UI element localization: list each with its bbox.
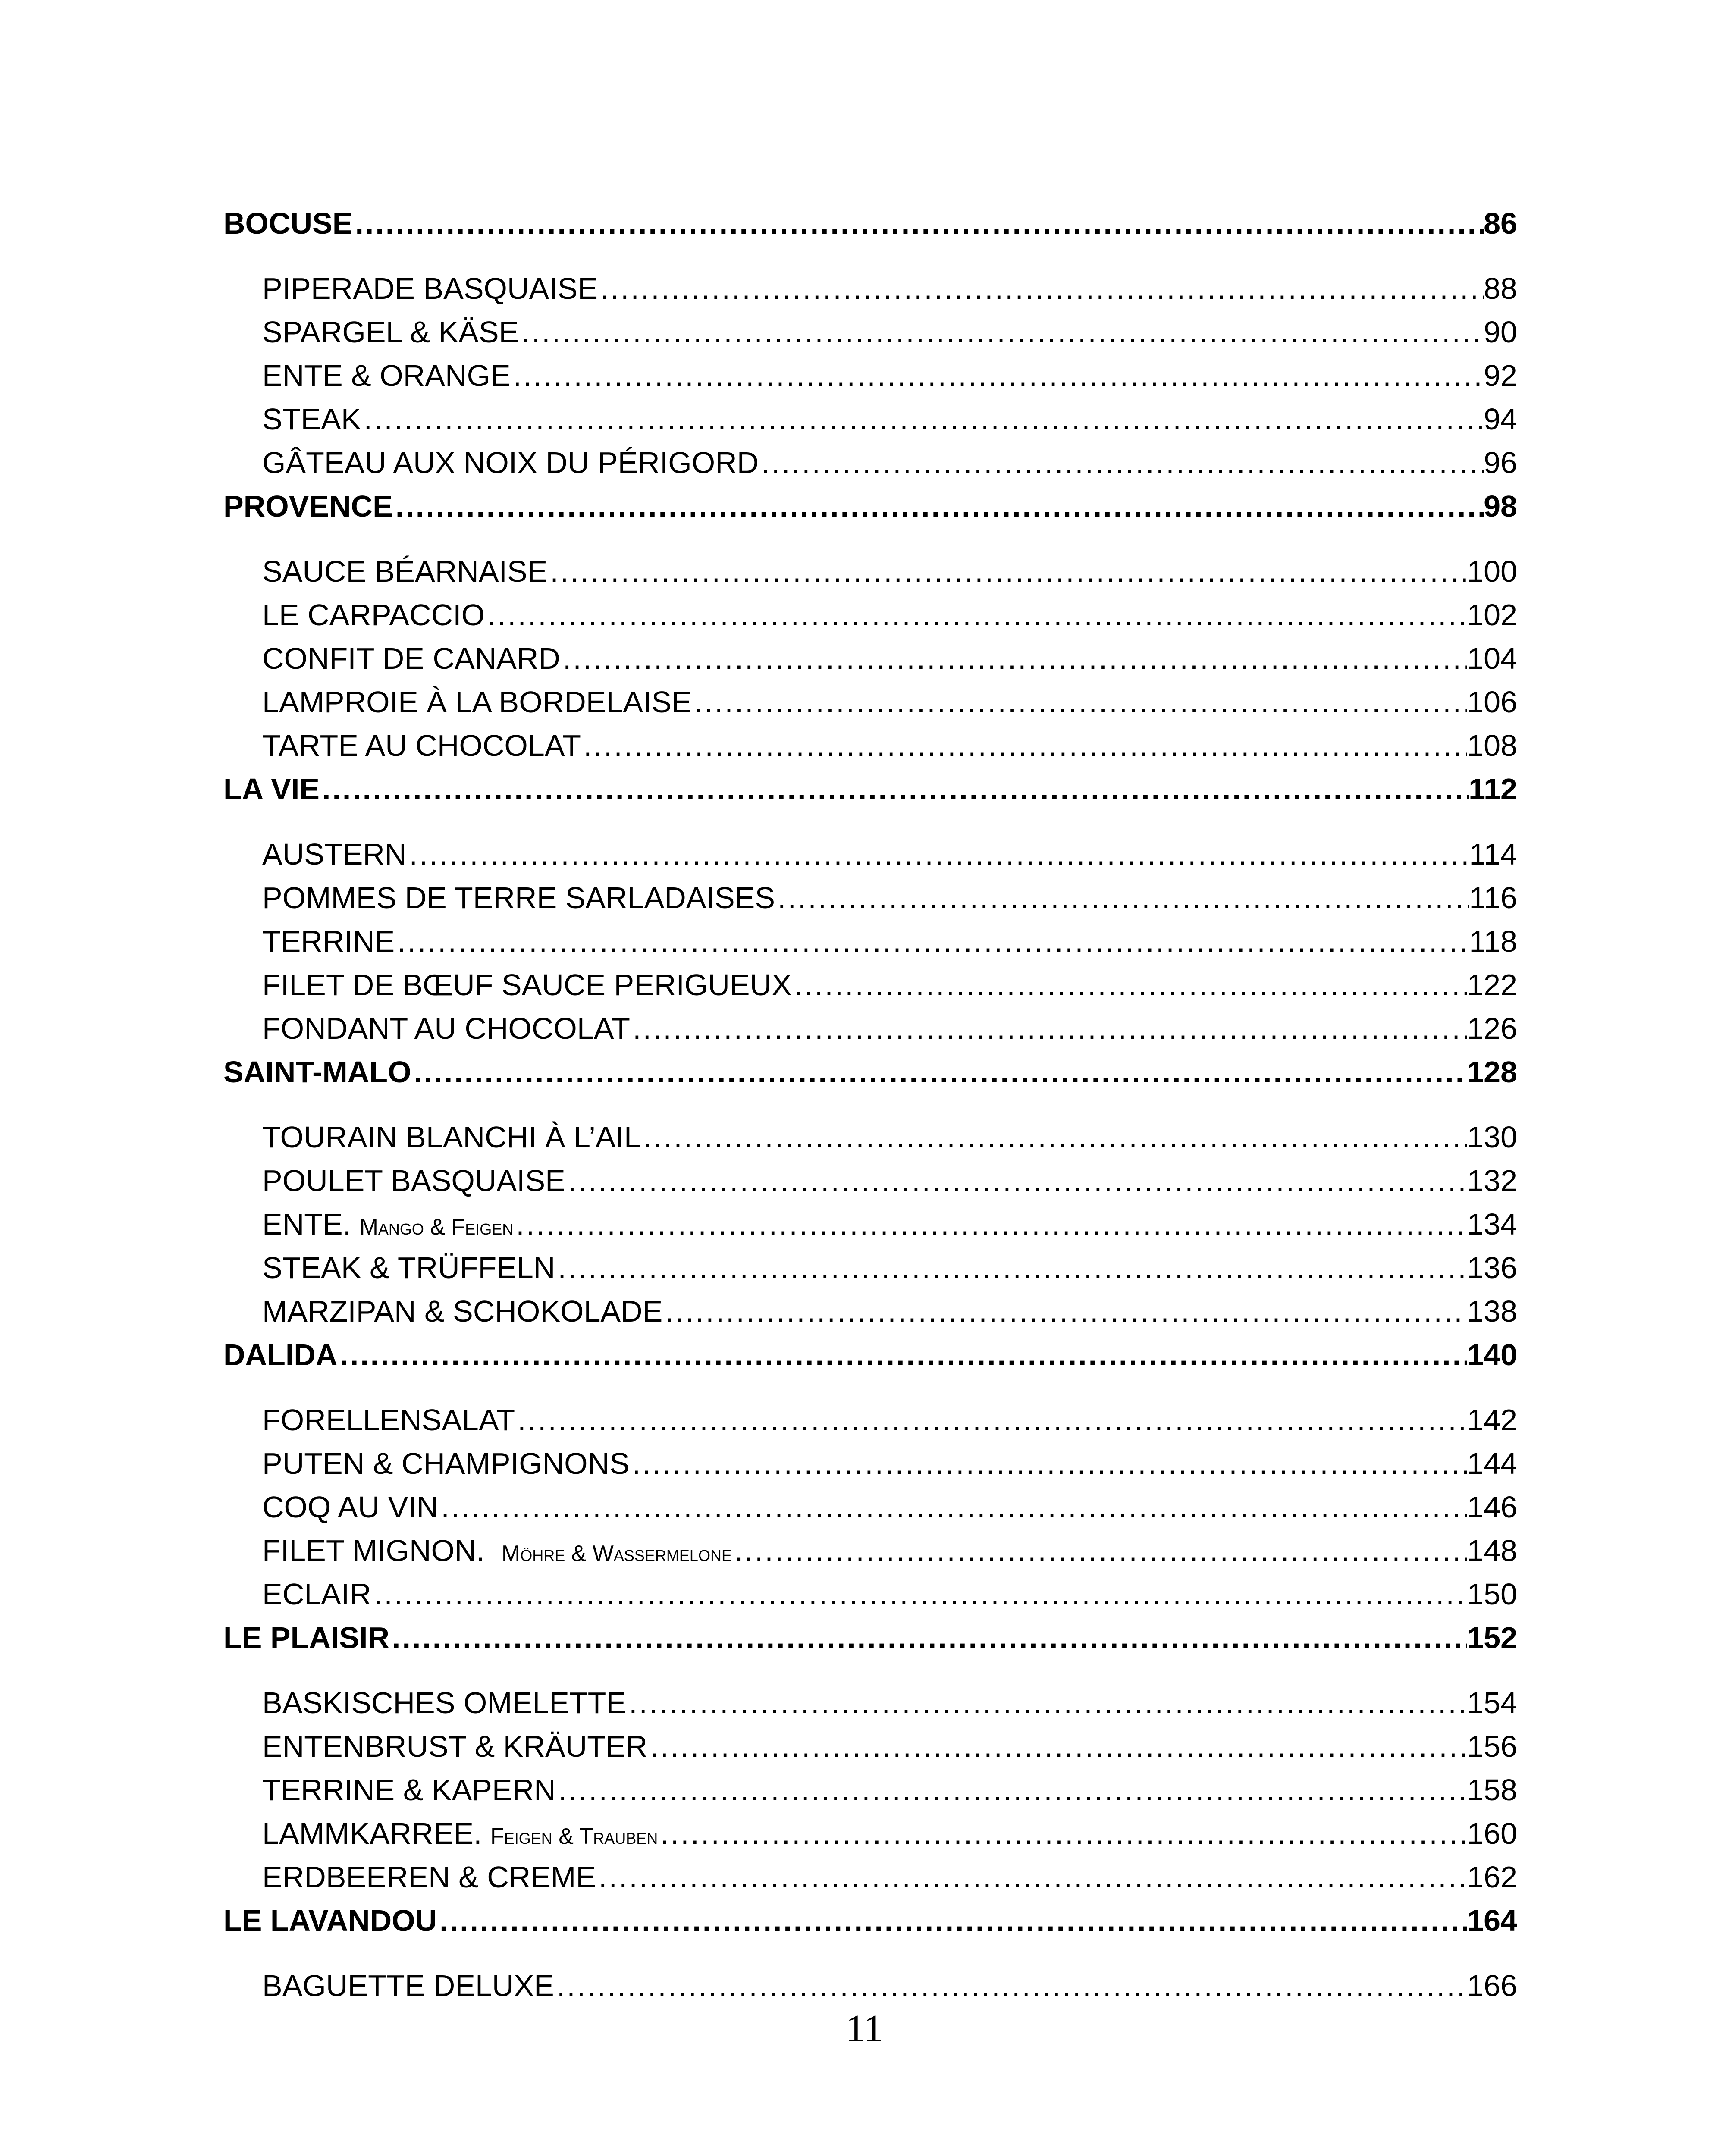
toc-entry-row[interactable] xyxy=(223,550,1517,593)
toc-entry-row[interactable] xyxy=(223,593,1517,637)
entry-page-number: 92 xyxy=(1484,359,1517,392)
chapter-title: DALIDA xyxy=(223,1338,338,1372)
dot-leader xyxy=(513,1203,1467,1246)
entry-title: ECLAIR xyxy=(262,1577,371,1611)
chapter-page-number: 98 xyxy=(1484,489,1517,523)
toc-entry-row[interactable] xyxy=(223,1812,1517,1855)
toc-section xyxy=(223,202,1517,485)
dot-leader xyxy=(411,1050,1467,1094)
dot-leader xyxy=(406,833,1469,876)
entry-page-number: 104 xyxy=(1467,642,1517,675)
toc-section xyxy=(223,1616,1517,1899)
entry-page-number: 162 xyxy=(1467,1860,1517,1894)
entry-title: PUTEN & CHAMPIGNONS xyxy=(262,1447,630,1480)
entry-page-number: 96 xyxy=(1484,446,1517,479)
toc-entry-row[interactable] xyxy=(223,1159,1517,1203)
chapter-title: LA VIE xyxy=(223,772,320,806)
entry-title: STEAK xyxy=(262,402,361,436)
toc-chapter-row[interactable] xyxy=(223,1333,1517,1377)
toc-chapter-row[interactable] xyxy=(223,485,1517,528)
dot-leader xyxy=(560,637,1467,680)
entry-title: ERDBEEREN & CREME xyxy=(262,1860,596,1894)
toc-entry-row[interactable] xyxy=(223,310,1517,354)
entry-title xyxy=(262,1203,513,1249)
dot-leader xyxy=(581,724,1467,768)
toc-section xyxy=(223,1899,1517,2008)
chapter-page-number: 152 xyxy=(1467,1621,1517,1655)
toc-entry-row[interactable] xyxy=(223,267,1517,310)
entry-title xyxy=(262,1812,658,1858)
dot-leader xyxy=(547,550,1467,593)
entry-page-number: 118 xyxy=(1469,924,1517,958)
entry-title: AUSTERN xyxy=(262,837,407,871)
entry-page-number: 154 xyxy=(1467,1686,1517,1720)
toc-entry-row[interactable] xyxy=(223,963,1517,1007)
dot-leader xyxy=(515,1398,1467,1442)
toc-entry-row[interactable] xyxy=(223,1116,1517,1159)
entry-page-number: 116 xyxy=(1469,881,1517,915)
entry-page-number: 126 xyxy=(1467,1012,1517,1045)
page-number: 11 xyxy=(846,2007,883,2050)
entry-page-number: 100 xyxy=(1467,555,1517,588)
dot-leader xyxy=(337,1333,1467,1377)
entry-title: ENTENBRUST & KRÄUTER xyxy=(262,1730,648,1763)
dot-leader xyxy=(556,1768,1467,1812)
entry-page-number: 108 xyxy=(1467,729,1517,762)
chapter-page-number: 164 xyxy=(1467,1904,1517,1937)
entry-title: COQ AU VIN xyxy=(262,1490,439,1524)
entry-title: MARZIPAN & SCHOKOLADE xyxy=(262,1294,663,1328)
entry-page-number: 156 xyxy=(1467,1730,1517,1763)
entry-title: TERRINE & KAPERN xyxy=(262,1773,556,1807)
entry-title: PIPERADE BASQUAISE xyxy=(262,272,598,305)
toc-entry-row[interactable] xyxy=(223,833,1517,876)
entry-page-number: 146 xyxy=(1467,1490,1517,1524)
dot-leader xyxy=(641,1116,1467,1159)
entry-page-number: 88 xyxy=(1484,272,1517,305)
toc-entry-row[interactable] xyxy=(223,441,1517,485)
entry-title: LE CARPACCIO xyxy=(262,598,485,632)
entry-title: GÂTEAU AUX NOIX DU PÉRIGORD xyxy=(262,446,759,479)
dot-leader xyxy=(658,1812,1467,1855)
entry-title: STEAK & TRÜFFELN xyxy=(262,1251,555,1285)
dot-leader xyxy=(437,1899,1467,1943)
dot-leader xyxy=(371,1573,1467,1616)
toc-entry-row[interactable] xyxy=(223,1681,1517,1725)
chapter-page-number: 86 xyxy=(1484,207,1517,240)
entry-title: LAMPROIE À LA BORDELAISE xyxy=(262,685,692,719)
entry-page-number: 158 xyxy=(1467,1773,1517,1807)
toc-entry-row[interactable] xyxy=(223,1007,1517,1050)
dot-leader xyxy=(361,398,1484,441)
chapter-title: PROVENCE xyxy=(223,489,393,523)
toc-entry-row[interactable] xyxy=(223,1485,1517,1529)
dot-leader xyxy=(775,876,1469,920)
dot-leader xyxy=(554,1964,1467,2008)
toc-chapter-row[interactable] xyxy=(223,1616,1517,1660)
entry-title-small-caps: Feigen & Trauben xyxy=(490,1824,658,1849)
toc-entry-row[interactable] xyxy=(223,1529,1517,1573)
dot-leader xyxy=(626,1681,1467,1725)
entry-title: BASKISCHES OMELETTE xyxy=(262,1686,627,1720)
entry-title: FILET DE BŒUF SAUCE PERIGUEUX xyxy=(262,968,792,1002)
entry-page-number: 144 xyxy=(1467,1447,1517,1480)
toc-entry-row[interactable] xyxy=(223,1290,1517,1333)
dot-leader xyxy=(320,768,1469,811)
entry-title-main: LAMMKARREE. xyxy=(262,1817,482,1850)
dot-leader xyxy=(389,1616,1467,1660)
entry-title-main: ENTE. xyxy=(262,1207,351,1241)
entry-title: SAUCE BÉARNAISE xyxy=(262,555,548,588)
entry-page-number: 130 xyxy=(1467,1120,1517,1154)
dot-leader xyxy=(759,441,1484,485)
entry-page-number: 102 xyxy=(1467,598,1517,632)
toc-entry-row[interactable] xyxy=(223,398,1517,441)
dot-leader xyxy=(352,202,1484,245)
dot-leader xyxy=(393,485,1484,528)
toc-chapter-row[interactable] xyxy=(223,202,1517,245)
dot-leader xyxy=(519,310,1484,354)
dot-leader xyxy=(662,1290,1467,1333)
chapter-title: SAINT-MALO xyxy=(223,1055,411,1089)
entry-page-number: 90 xyxy=(1484,315,1517,349)
toc-entry-row[interactable] xyxy=(223,724,1517,768)
entry-page-number: 106 xyxy=(1467,685,1517,719)
chapter-page-number: 128 xyxy=(1467,1055,1517,1089)
toc-entry-row[interactable] xyxy=(223,876,1517,920)
toc-chapter-row[interactable] xyxy=(223,1050,1517,1094)
dot-leader xyxy=(732,1529,1467,1573)
toc-entry-row[interactable] xyxy=(223,1964,1517,2008)
entry-title: FORELLENSALAT xyxy=(262,1403,515,1437)
toc-entry-row[interactable] xyxy=(223,1203,1517,1246)
toc-section xyxy=(223,1050,1517,1333)
dot-leader xyxy=(596,1855,1467,1899)
dot-leader xyxy=(647,1725,1467,1768)
entry-title: SPARGEL & KÄSE xyxy=(262,315,519,349)
dot-leader xyxy=(630,1442,1467,1485)
entry-page-number: 142 xyxy=(1467,1403,1517,1437)
entry-page-number: 94 xyxy=(1484,402,1517,436)
chapter-page-number: 140 xyxy=(1467,1338,1517,1372)
entry-title xyxy=(262,1529,732,1576)
toc-entry-row[interactable] xyxy=(223,1725,1517,1768)
toc-entry-row[interactable] xyxy=(223,1768,1517,1812)
entry-title: ENTE & ORANGE xyxy=(262,359,511,392)
chapter-title: LE PLAISIR xyxy=(223,1621,390,1655)
entry-page-number: 138 xyxy=(1467,1294,1517,1328)
dot-leader xyxy=(555,1246,1467,1290)
chapter-title: LE LAVANDOU xyxy=(223,1904,437,1937)
toc-entry-row[interactable] xyxy=(223,354,1517,398)
dot-leader xyxy=(395,920,1469,963)
toc-entry-row[interactable] xyxy=(223,1398,1517,1442)
entry-page-number: 148 xyxy=(1467,1534,1517,1567)
dot-leader xyxy=(598,267,1484,310)
dot-leader xyxy=(438,1485,1467,1529)
toc-chapter-row[interactable] xyxy=(223,1899,1517,1943)
entry-title: POULET BASQUAISE xyxy=(262,1164,565,1197)
dot-leader xyxy=(792,963,1467,1007)
entry-title: FONDANT AU CHOCOLAT xyxy=(262,1012,631,1045)
entry-title: TERRINE xyxy=(262,924,395,958)
chapter-title: BOCUSE xyxy=(223,207,353,240)
entry-page-number: 136 xyxy=(1467,1251,1517,1285)
dot-leader xyxy=(565,1159,1467,1203)
entry-page-number: 150 xyxy=(1467,1577,1517,1611)
chapter-page-number: 112 xyxy=(1469,772,1517,806)
entry-page-number: 114 xyxy=(1469,837,1517,871)
entry-page-number: 132 xyxy=(1467,1164,1517,1197)
entry-page-number: 122 xyxy=(1467,968,1517,1002)
toc-section xyxy=(223,1333,1517,1616)
dot-leader xyxy=(692,680,1467,724)
entry-title: TARTE AU CHOCOLAT xyxy=(262,729,581,762)
entry-title-main: FILET MIGNON. xyxy=(262,1534,485,1567)
entry-title: TOURAIN BLANCHI À L’AIL xyxy=(262,1120,641,1154)
entry-title: CONFIT DE CANARD xyxy=(262,642,560,675)
toc-entry-row[interactable] xyxy=(223,1573,1517,1616)
toc-entry-row[interactable] xyxy=(223,1246,1517,1290)
entry-title: POMMES DE TERRE SARLADAISES xyxy=(262,881,775,915)
toc-entry-row[interactable] xyxy=(223,1855,1517,1899)
dot-leader xyxy=(511,354,1484,398)
toc-entry-row[interactable] xyxy=(223,1442,1517,1485)
table-of-contents xyxy=(223,202,1517,2008)
entry-title-small-caps: Mango & Feigen xyxy=(359,1215,514,1240)
entry-title-small-caps: Möhre & Wassermelone xyxy=(501,1541,732,1566)
toc-section xyxy=(223,768,1517,1050)
toc-entry-row[interactable] xyxy=(223,680,1517,724)
entry-page-number: 160 xyxy=(1467,1817,1517,1850)
entry-page-number: 134 xyxy=(1467,1207,1517,1241)
toc-entry-row[interactable] xyxy=(223,920,1517,963)
toc-chapter-row[interactable] xyxy=(223,768,1517,811)
dot-leader xyxy=(485,593,1467,637)
dot-leader xyxy=(630,1007,1467,1050)
toc-section xyxy=(223,485,1517,768)
toc-entry-row[interactable] xyxy=(223,637,1517,680)
entry-title: BAGUETTE DELUXE xyxy=(262,1969,554,2002)
entry-page-number: 166 xyxy=(1467,1969,1517,2002)
